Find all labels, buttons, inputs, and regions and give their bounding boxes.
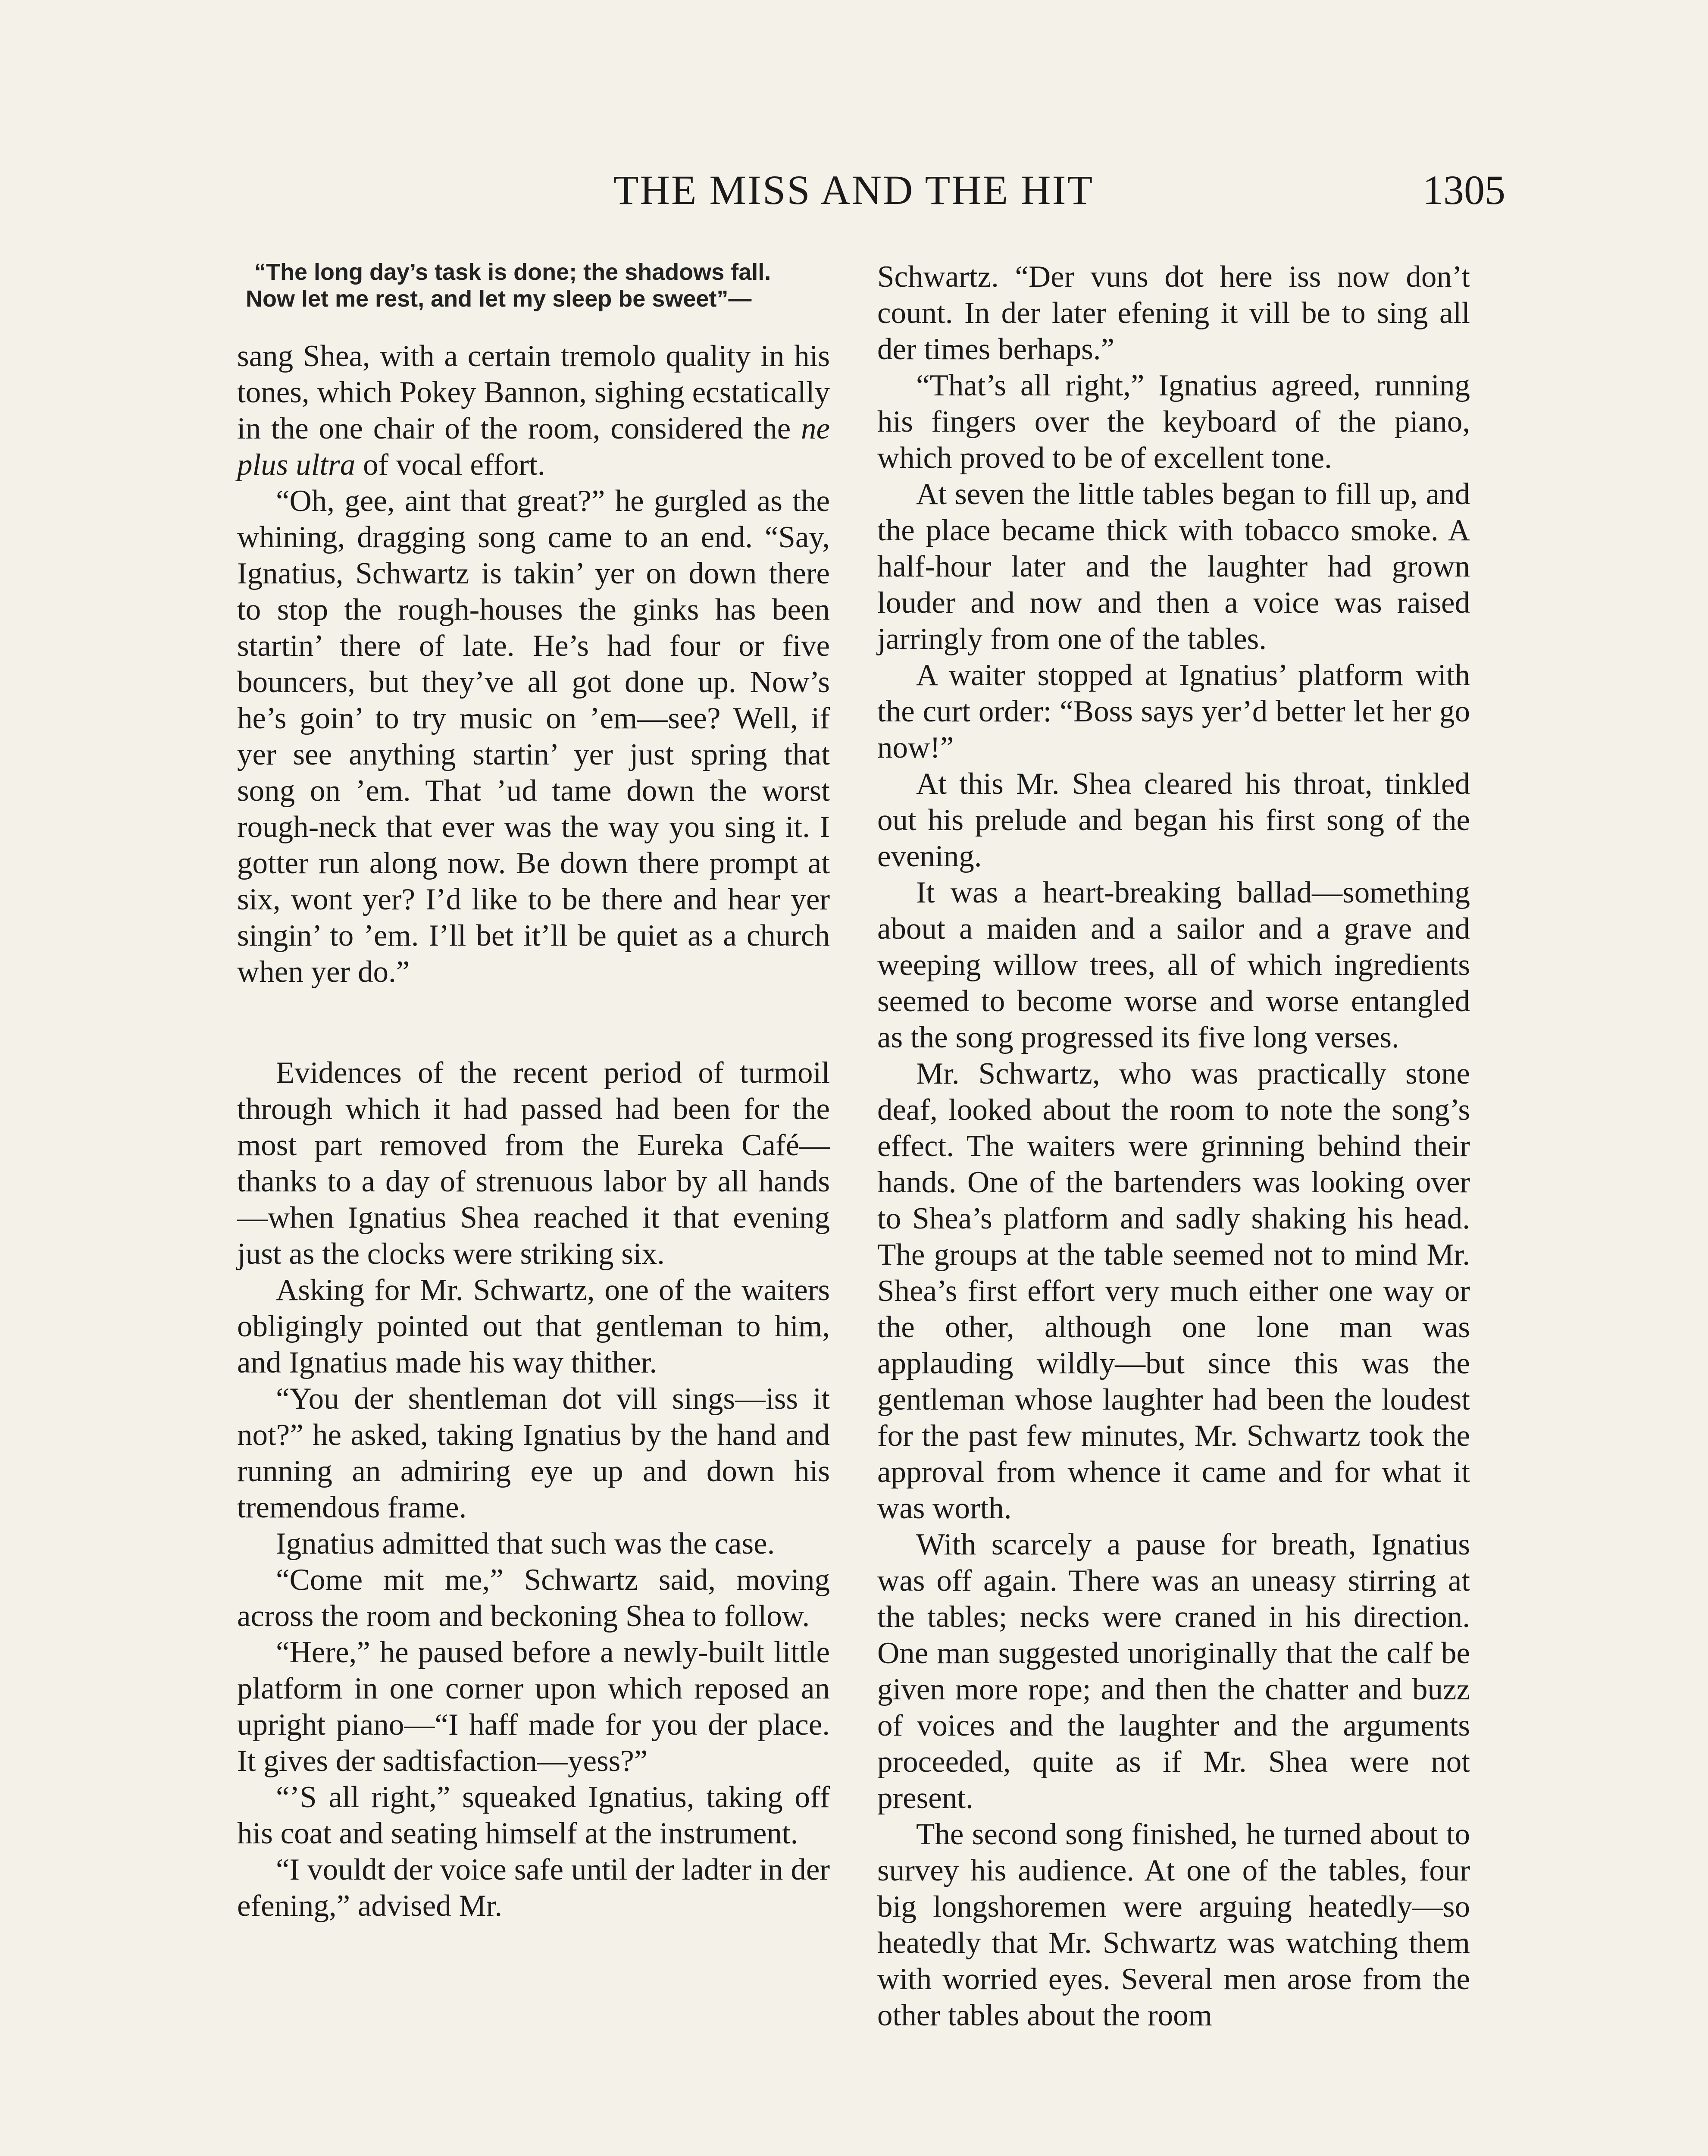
right-column (877, 259, 1470, 2034)
italic-phrase: ne plus ultra (237, 412, 830, 482)
paragraph (237, 338, 830, 483)
paragraph: With scarcely a pause for breath, Ignatius was off again. There was an uneasy stirring at the tables; necks were craned in his direction. One man suggested unoriginally that the calf be given more rope; and then the chatter and buzz of voices and the laughter and the arguments proceeded, quite as if Mr. Shea were not present. (877, 1528, 1470, 1815)
verse-line: Now let me rest, and let my sleep be sweet”— (246, 286, 752, 312)
paragraph: “’S all right,” squeaked Ignatius, taking off his coat and seating himself at the instrument. (237, 1780, 830, 1850)
paragraph: “Oh, gee, aint that great?” he gurgled as the whining, dragging song came to an end. “Say, Ignatius, Schwartz is takin’ yer on down there to stop the rough-houses the ginks has been startin’ there of late. He’s had four or five bouncers, but they’ve all got done up. Now’s he’s goin’ to try music on ’em—see? Well, if yer see anything startin’ yer just spring that song on ’em. That ’ud tame down the worst rough-neck that ever was the way you sing it. I gotter run along now. Be down there prompt at six, wont yer? I’d like to be there and hear yer singin’ to ’em. I’ll bet it’ll be quiet as a church when yer do.” (237, 484, 830, 989)
running-title: THE MISS AND THE HIT (613, 167, 1094, 213)
paragraph: Ignatius admitted that such was the case. (276, 1527, 775, 1561)
paragraph: Evidences of the recent period of turmoil through which it had passed had been for the most part removed from the Eureka Café—thanks to a day of strenuous labor by all hands—when Ignatius Shea reached it that evening just as the clocks were striking six. (237, 1056, 830, 1271)
paragraph: “Here,” he paused before a newly-built little platform in one corner upon which reposed an upright piano—“I haff made for you der place. It gives der sadtisfaction—yess?” (237, 1636, 830, 1778)
paragraph: “I vouldt der voice safe until der ladter in der efening,” advised Mr. (237, 1853, 830, 1923)
paragraph: “You der shentleman dot vill sings—iss it not?” he asked, taking Ignatius by the hand and running an admiring eye up and down his tremendous frame. (237, 1382, 830, 1524)
paragraph: It was a heart-breaking ballad—something about a maiden and a sailor and a grave and weeping willow trees, all of which ingredients seemed to become worse and worse entangled as the song progressed its five long verses. (877, 876, 1470, 1054)
paragraph: At this Mr. Shea cleared his throat, tinkled out his prelude and began his first song of the evening. (877, 767, 1470, 873)
song-verse (237, 259, 830, 312)
paragraph: Asking for Mr. Schwartz, one of the waiters obligingly pointed out that gentleman to him, and Ignatius made his way thither. (237, 1273, 830, 1379)
section-break (237, 990, 830, 1055)
paragraph: At seven the little tables began to fill up, and the place became thick with tobacco smoke. A half-hour later and the laughter had grown louder and now and then a voice was raised jarringly from one of the tables. (877, 477, 1470, 656)
page-number: 1305 (1423, 167, 1505, 213)
paragraph: “Come mit me,” Schwartz said, moving across the room and beckoning Shea to follow. (237, 1563, 830, 1633)
paragraph: Mr. Schwartz, who was practically stone deaf, looked about the room to note the song’s effect. The waiters were grinning behind their hands. One of the bartenders was looking over to Shea’s platform and sadly shaking his head. The groups at the table seemed not to mind Mr. Shea’s first effort very much either one way or the other, although one lone man was applauding wildly—but since this was the gentleman whose laughter had been the loudest for the past few minutes, Mr. Schwartz took the approval from whence it came and for what it was worth. (877, 1057, 1470, 1525)
verse-line: “The long day’s task is done; the shadows fall. (254, 259, 771, 285)
paragraph: The second song finished, he turned about to survey his audience. At one of the tables, four big longshoremen were arguing heatedly—so heatedly that Mr. Schwartz was watching them with worried eyes. Several men arose from the other tables about the room (877, 1818, 1470, 2032)
paragraph: “That’s all right,” Ignatius agreed, running his fingers over the keyboard of the piano, which proved to be of excellent tone. (877, 369, 1470, 475)
paragraph: A waiter stopped at Ignatius’ platform with the curt order: “Boss says yer’d better let her go now!” (877, 658, 1470, 765)
left-column (237, 259, 830, 1924)
paragraph-text: sang Shea, with a certain tremolo quality in his tones, which Pokey Bannon, sighing ecstatically in the one chair of the room, considered the (237, 339, 830, 445)
paragraph: Schwartz. “Der vuns dot here iss now don’t count. In der later efening it vill be to sing all der times berhaps.” (877, 260, 1470, 366)
paragraph-text: of vocal effort. (355, 448, 545, 482)
